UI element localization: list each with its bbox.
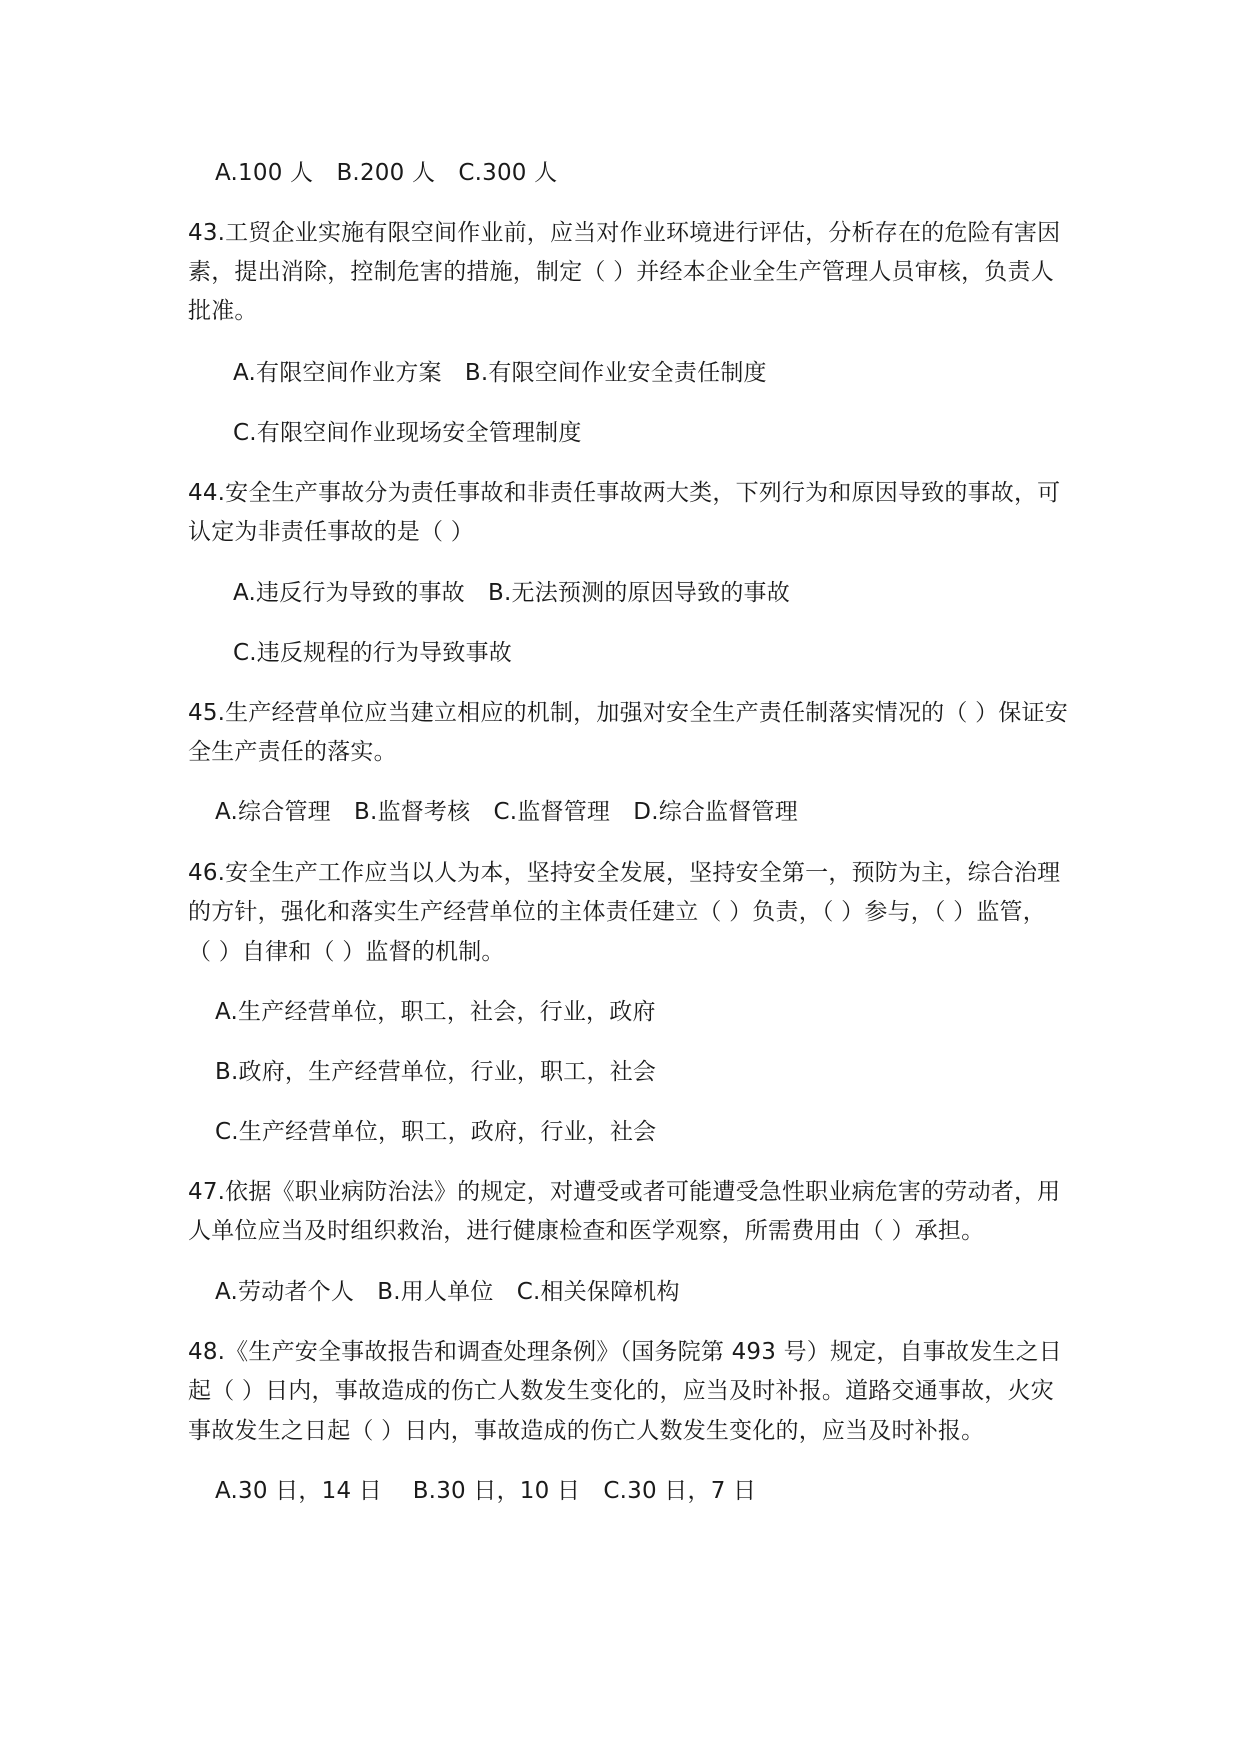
q42-options: A.100 人 B.200 人 C.300 人: [215, 160, 558, 186]
q45-text-line-1: 45.生产经营单位应当建立相应的机制，加强对安全生产责任制落实情况的（ ）保证安: [188, 700, 1068, 726]
q46-option-a: A.生产经营单位，职工，社会，行业，政府: [215, 999, 656, 1025]
q43-text-line-2: 素，提出消除，控制危害的措施，制定（ ）并经本企业全生产管理人员审核，负责人: [188, 259, 1054, 285]
q43-options-line-2: C.有限空间作业现场安全管理制度: [233, 420, 582, 446]
q46-text-line-1: 46.安全生产工作应当以人为本，坚持安全发展，坚持安全第一，预防为主，综合治理: [188, 860, 1061, 886]
q44-text-line-2: 认定为非责任事故的是（ ）: [188, 519, 474, 545]
q48-options: A.30 日，14 日 B.30 日，10 日 C.30 日，7 日: [215, 1478, 757, 1504]
q48-text-line-3: 事故发生之日起（ ）日内，事故造成的伤亡人数发生变化的，应当及时补报。: [188, 1418, 985, 1444]
q48-text-line-1: 48.《生产安全事故报告和调查处理条例》（国务院第 493 号）规定，自事故发生之日: [188, 1339, 1062, 1365]
q47-text-line-1: 47.依据《职业病防治法》的规定，对遭受或者可能遭受急性职业病危害的劳动者，用: [188, 1179, 1061, 1205]
q43-text-line-1: 43.工贸企业实施有限空间作业前，应当对作业环境进行评估，分析存在的危险有害因: [188, 220, 1061, 246]
q47-options: A.劳动者个人 B.用人单位 C.相关保障机构: [215, 1279, 680, 1305]
q46-text-line-2: 的方针，强化和落实生产经营单位的主体责任建立（ ）负责，（ ）参与，（ ）监管，: [188, 899, 1046, 925]
q46-option-c: C.生产经营单位，职工，政府，行业，社会: [215, 1119, 657, 1145]
q46-text-line-3: （ ）自律和（ ）监督的机制。: [188, 939, 505, 965]
q45-options: A.综合管理 B.监督考核 C.监督管理 D.综合监督管理: [215, 799, 798, 825]
q44-text-line-1: 44.安全生产事故分为责任事故和非责任事故两大类，下列行为和原因导致的事故，可: [188, 480, 1061, 506]
q48-text-line-2: 起（ ）日内，事故造成的伤亡人数发生变化的，应当及时补报。道路交通事故，火灾: [188, 1378, 1054, 1404]
q43-options-line-1: A.有限空间作业方案 B.有限空间作业安全责任制度: [233, 360, 767, 386]
q45-text-line-2: 全生产责任的落实。: [188, 739, 397, 765]
q44-options-line-1: A.违反行为导致的事故 B.无法预测的原因导致的事故: [233, 580, 790, 606]
q47-text-line-2: 人单位应当及时组织救治，进行健康检查和医学观察，所需费用由（ ）承担。: [188, 1218, 985, 1244]
q43-text-line-3: 批准。: [188, 298, 258, 324]
q46-option-b: B.政府，生产经营单位，行业，职工，社会: [215, 1059, 657, 1085]
q44-options-line-2: C.违反规程的行为导致事故: [233, 640, 512, 666]
